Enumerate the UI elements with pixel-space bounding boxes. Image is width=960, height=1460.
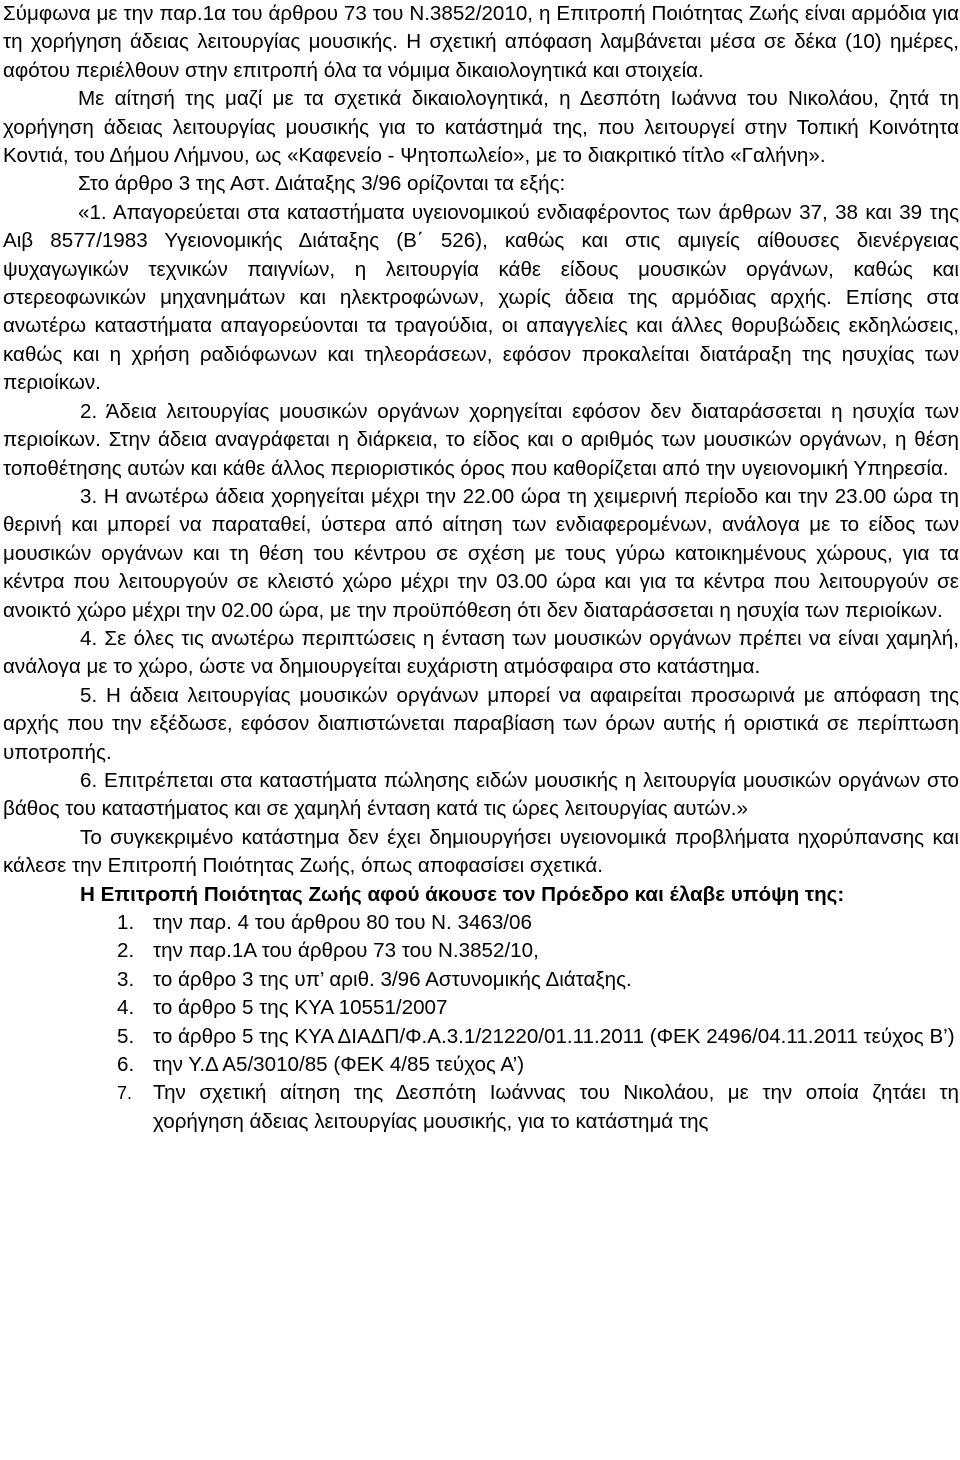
police-order-clause-6: 6. Επιτρέπεται στα καταστήματα πώλησης ειδών μουσικής η λειτουργία μουσικών οργάνων στο βάθος του καταστήματος και σε χαμηλή ένταση κατά τις ώρες λειτουργίας αυτών.» bbox=[3, 768, 959, 821]
list-text: Την σχετική αίτηση της Δεσπότη Ιωάννας του Νικολάου, με την οποία ζητάει τη χορήγηση άδειας λειτουργίας μουσικής, για το κατάστημά της bbox=[153, 1081, 959, 1133]
police-order-clause-5: 5. Η άδεια λειτουργίας μουσικών οργάνων μπορεί να αφαιρείται προσωρινά με απόφαση της αρχής που την εξέδωσε, εφόσον διαπιστώνεται παραβίαση των όρων αυτής ή οριστικά σε περίπτωση υποτροπής. bbox=[3, 683, 959, 764]
intro-paragraph: Σύμφωνα με την παρ.1α του άρθρου 73 του Ν.3852/2010, η Επιτροπή Ποιότητας Ζωής είναι αρμόδια για τη χορήγηση άδειας λειτουργίας μουσικής. Η σχετική απόφαση λαμβάνεται μέσα σε δέκα (10) ημέρες, αφότου περιέλθουν στην επιτροπή όλα τα νόμιμα δικαιολογητικά και στοιχεία. bbox=[3, 2, 959, 82]
list-text: την παρ.1Α του άρθρου 73 του Ν.3852/10, bbox=[153, 939, 539, 963]
police-order-clause-1: «1. Απαγορεύεται στα καταστήματα υγειονομικού ενδιαφέροντος των άρθρων 37, 38 και 39 της Αιβ 8577/1983 Υγειονομικής Διάταξης (Β΄ 526), καθώς και στις αμιγείς αίθουσες διενέργειας ψυχαγωγικών τεχνικών παιγνίων, η λειτουργία κάθε είδους μουσικών οργάνων, καθώς και στερεοφωνικών μηχανημάτων και ηλεκτροφώνων, χωρίς άδεια της αρμόδιας αρχής. Επίσης στα ανωτέρω καταστήματα απαγορεύονται τα τραγούδια, οι απαγγελίες και άλλες θορυβώδεις εκδηλώσεις, καθώς και η χρήση ραδιόφωνων και τηλεοράσεων, εφόσον προκαλείται διατάραξη της ησυχίας των περιοίκων. bbox=[3, 200, 959, 395]
police-order-clause-4: 4. Σε όλες τις ανωτέρω περιπτώσεις η ένταση των μουσικών οργάνων πρέπει να είναι χαμηλή, ανάλογα με το χώρο, ώστε να δημιουργείται ευχάριστη ατμόσφαιρα στο κατάστημα. bbox=[3, 626, 959, 679]
list-text: την παρ. 4 του άρθρου 80 του Ν. 3463/06 bbox=[153, 911, 532, 934]
police-order-clause-3: 3. Η ανωτέρω άδεια χορηγείται μέχρι την 22.00 ώρα τη χειμερινή περίοδο και την 23.00 ώρα τη θερινή και μπορεί να παραταθεί, ύστερα από αίτηση των ενδιαφερομένων, ανάλογα με το είδος των μουσικών οργάνων και τη θέση του κέντρου σε σχέση με τους γύρω κατοικημένους χώρους, για τα κέντρα που λειτουργούν σε κλειστό χώρο μέχρι την 03.00 ώρα και για τα κέντρα που λειτουργούν σε ανοικτό χώρο μέχρι την 02.00 ώρα, με την προϋπόθεση ότι δεν διαταράσσεται η ησυχία των περιοίκων. bbox=[3, 484, 959, 622]
list-number: 5. bbox=[117, 1024, 135, 1048]
list-number: 6. bbox=[117, 1053, 135, 1077]
list-item bbox=[3, 1051, 959, 1079]
list-number: 3. bbox=[117, 967, 135, 991]
list-text: την Υ.Δ Α5/3010/85 (ΦΕΚ 4/85 τεύχος Α’) bbox=[153, 1053, 525, 1077]
list-text: το άρθρο 3 της υπ’ αριθ. 3/96 Αστυνομικής Διάταξης. bbox=[153, 967, 632, 991]
list-text: το άρθρο 5 της ΚΥΑ ΔΙΑΔΠ/Φ.Α.3.1/21220/01.11.2011 (ΦΕΚ 2496/04.11.2011 τεύχος Β’) bbox=[153, 1024, 955, 1048]
list-number: 2. bbox=[117, 939, 135, 963]
list-item bbox=[3, 966, 959, 994]
police-order-intro: Στο άρθρο 3 της Αστ. Διάταξης 3/96 ορίζονται τα εξής: bbox=[78, 172, 566, 196]
list-item bbox=[3, 994, 959, 1022]
list-number: 4. bbox=[117, 996, 135, 1020]
considerations-list bbox=[3, 909, 959, 1136]
list-text: το άρθρο 5 της ΚΥΑ 10551/2007 bbox=[153, 996, 448, 1020]
list-item bbox=[3, 1079, 959, 1136]
list-number: 7. bbox=[117, 1083, 133, 1104]
list-item bbox=[3, 909, 959, 937]
committee-heading: Η Επιτροπή Ποιότητας Ζωής αφού άκουσε τον Πρόεδρο και έλαβε υπόψη της: bbox=[80, 882, 845, 906]
police-order-clause-2: 2. Άδεια λειτουργίας μουσικών οργάνων χορηγείται εφόσον δεν διαταράσσεται η ησυχία των περιοίκων. Στην άδεια αναγράφεται η διάρκεια, το είδος και ο αριθμός των μουσικών οργάνων, η θέση τοποθέτησης αυτών και κάθε άλλος περιοριστικός όρος που καθορίζεται από την υγειονομική Υπηρεσία. bbox=[3, 399, 959, 480]
list-number: 1. bbox=[117, 911, 135, 934]
request-paragraph: Με αίτησή της μαζί με τα σχετικά δικαιολογητικά, η Δεσπότη Ιωάννα του Νικολάου, ζητά τη χορήγηση άδειας λειτουργίας μουσικής για το κατάστημά της, που λειτουργεί στην Τοπική Κοινότητα Κοντιά, του Δήμου Λήμνου, ως «Καφενείο - Ψητοπωλείο», με το διακριτικό τίτλο «Γαλήνη». bbox=[3, 87, 959, 168]
list-item bbox=[3, 937, 959, 965]
list-item bbox=[3, 1023, 959, 1051]
store-status-paragraph: Το συγκεκριμένο κατάστημα δεν έχει δημιουργήσει υγειονομικά προβλήματα ηχορύπανσης και κάλεσε την Επιτροπή Ποιότητας Ζωής, όπως αποφασίσει σχετικά. bbox=[3, 825, 959, 878]
